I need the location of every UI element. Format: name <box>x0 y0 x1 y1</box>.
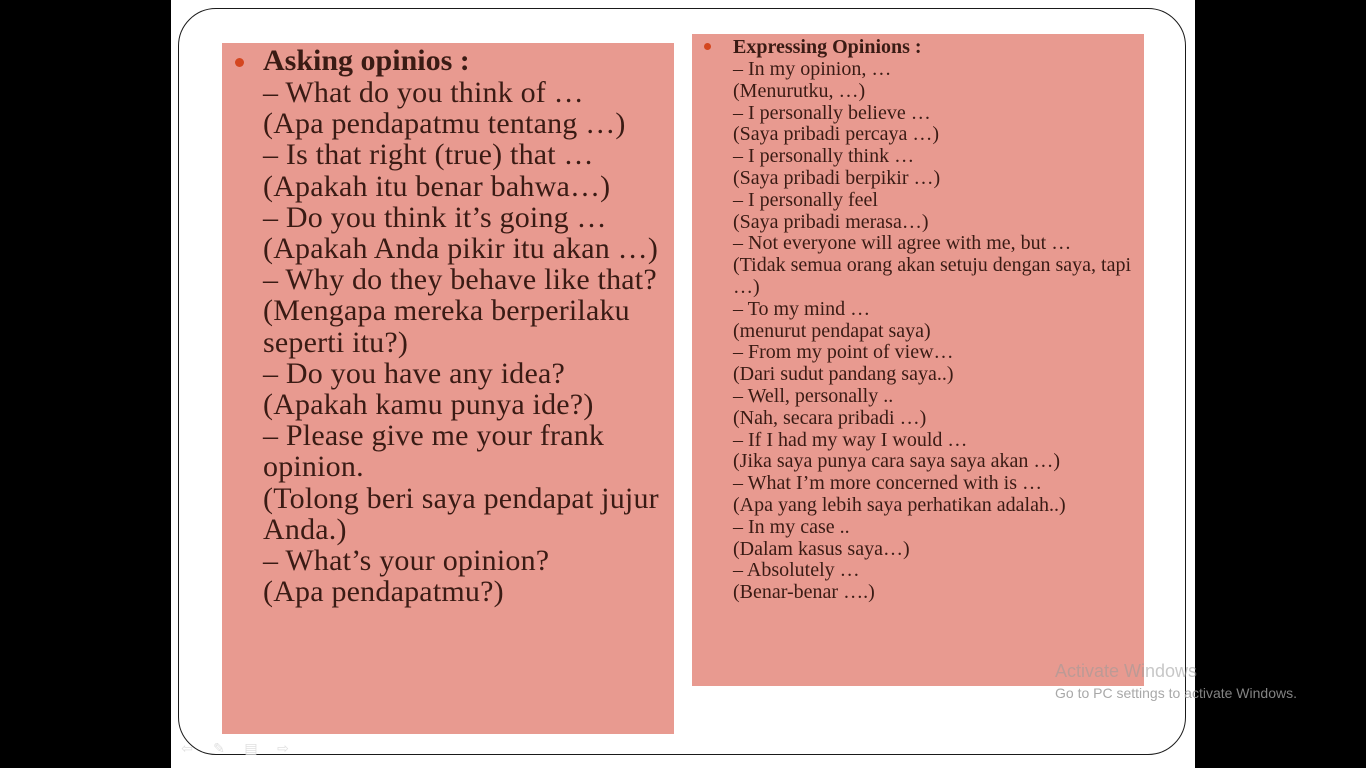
watermark-title: Activate Windows <box>1055 661 1198 681</box>
watermark-subtitle: Go to PC settings to activate Windows. <box>1055 685 1297 701</box>
list-item: (Saya pribadi percaya …) <box>733 123 940 146</box>
list-item: – Well, personally .. <box>733 384 894 407</box>
list-item: – Do you think it’s going … <box>263 200 607 234</box>
expressing-opinions-list <box>733 59 1138 604</box>
expressing-opinions-heading: Expressing Opinions : <box>733 36 922 58</box>
list-item: (Saya pribadi berpikir …) <box>733 166 941 189</box>
asking-opinions-list <box>263 77 664 607</box>
list-item: – In my case .. <box>733 515 850 538</box>
list-item: – What I’m more concerned with is … <box>733 472 1042 495</box>
list-item: – From my point of view… <box>733 341 954 364</box>
list-item: (Apakah itu benar bahwa…) <box>263 169 611 203</box>
list-item: – Why do they behave like that? <box>263 263 657 297</box>
bullet-icon <box>704 43 711 50</box>
slide <box>171 0 1195 768</box>
list-item: (Menurutku, …) <box>733 79 866 102</box>
list-item: (Apa pendapatmu?) <box>263 575 504 609</box>
list-item: – Not everyone will agree with me, but … <box>733 232 1072 255</box>
list-item: (Jika saya punya cara saya saya akan …) <box>733 450 1061 473</box>
list-item: (Saya pribadi merasa…) <box>733 210 929 233</box>
list-item: (menurut pendapat saya) <box>733 319 931 342</box>
list-item: – Do you have any idea? <box>263 356 565 390</box>
list-item: (Apakah Anda pikir itu akan …) <box>263 232 659 266</box>
list-item: (Apa pendapatmu tentang …) <box>263 107 626 141</box>
list-item: (Tolong beri saya pendapat jujur Anda.) <box>263 481 659 546</box>
list-item: – I personally believe … <box>733 101 931 124</box>
list-item: (Apakah kamu punya ide?) <box>263 388 594 422</box>
asking-opinions-panel <box>222 43 674 734</box>
list-item: (Mengapa mereka berperilaku seperti itu?) <box>263 294 630 359</box>
previous-arrow-icon[interactable]: ⇦ <box>181 741 193 757</box>
list-item: (Nah, secara pribadi …) <box>733 406 927 429</box>
list-item: (Dalam kasus saya…) <box>733 537 910 560</box>
next-arrow-icon[interactable]: ⇨ <box>277 741 289 757</box>
list-item: (Apa yang lebih saya perhatikan adalah..) <box>733 493 1066 516</box>
list-item: – I personally think … <box>733 145 915 168</box>
list-item: – Please give me your frank opinion. <box>263 419 605 484</box>
slideshow-toolbar <box>178 740 292 758</box>
list-item: (Benar-benar ….) <box>733 581 875 604</box>
list-item: – Is that right (true) that … <box>263 138 594 172</box>
list-item: (Tidak semua orang akan setuju dengan saya, tapi …) <box>733 254 1132 298</box>
expressing-opinions-panel <box>692 34 1144 686</box>
slide-menu-icon[interactable]: ▤ <box>244 741 258 757</box>
list-item: (Dari sudut pandang saya..) <box>733 363 954 386</box>
list-item: – What do you think of … <box>263 76 584 109</box>
asking-opinions-heading: Asking opinios : <box>263 44 470 77</box>
bullet-icon <box>235 58 244 67</box>
list-item: – If I had my way I would … <box>733 428 968 451</box>
list-item: – I personally feel <box>733 188 878 211</box>
list-item: – In my opinion, … <box>733 58 892 80</box>
activate-windows-watermark <box>1055 660 1297 704</box>
list-item: – Absolutely … <box>733 559 860 582</box>
list-item: – What’s your opinion? <box>263 544 550 578</box>
pen-icon[interactable]: ✎ <box>213 741 225 757</box>
list-item: – To my mind … <box>733 297 871 320</box>
